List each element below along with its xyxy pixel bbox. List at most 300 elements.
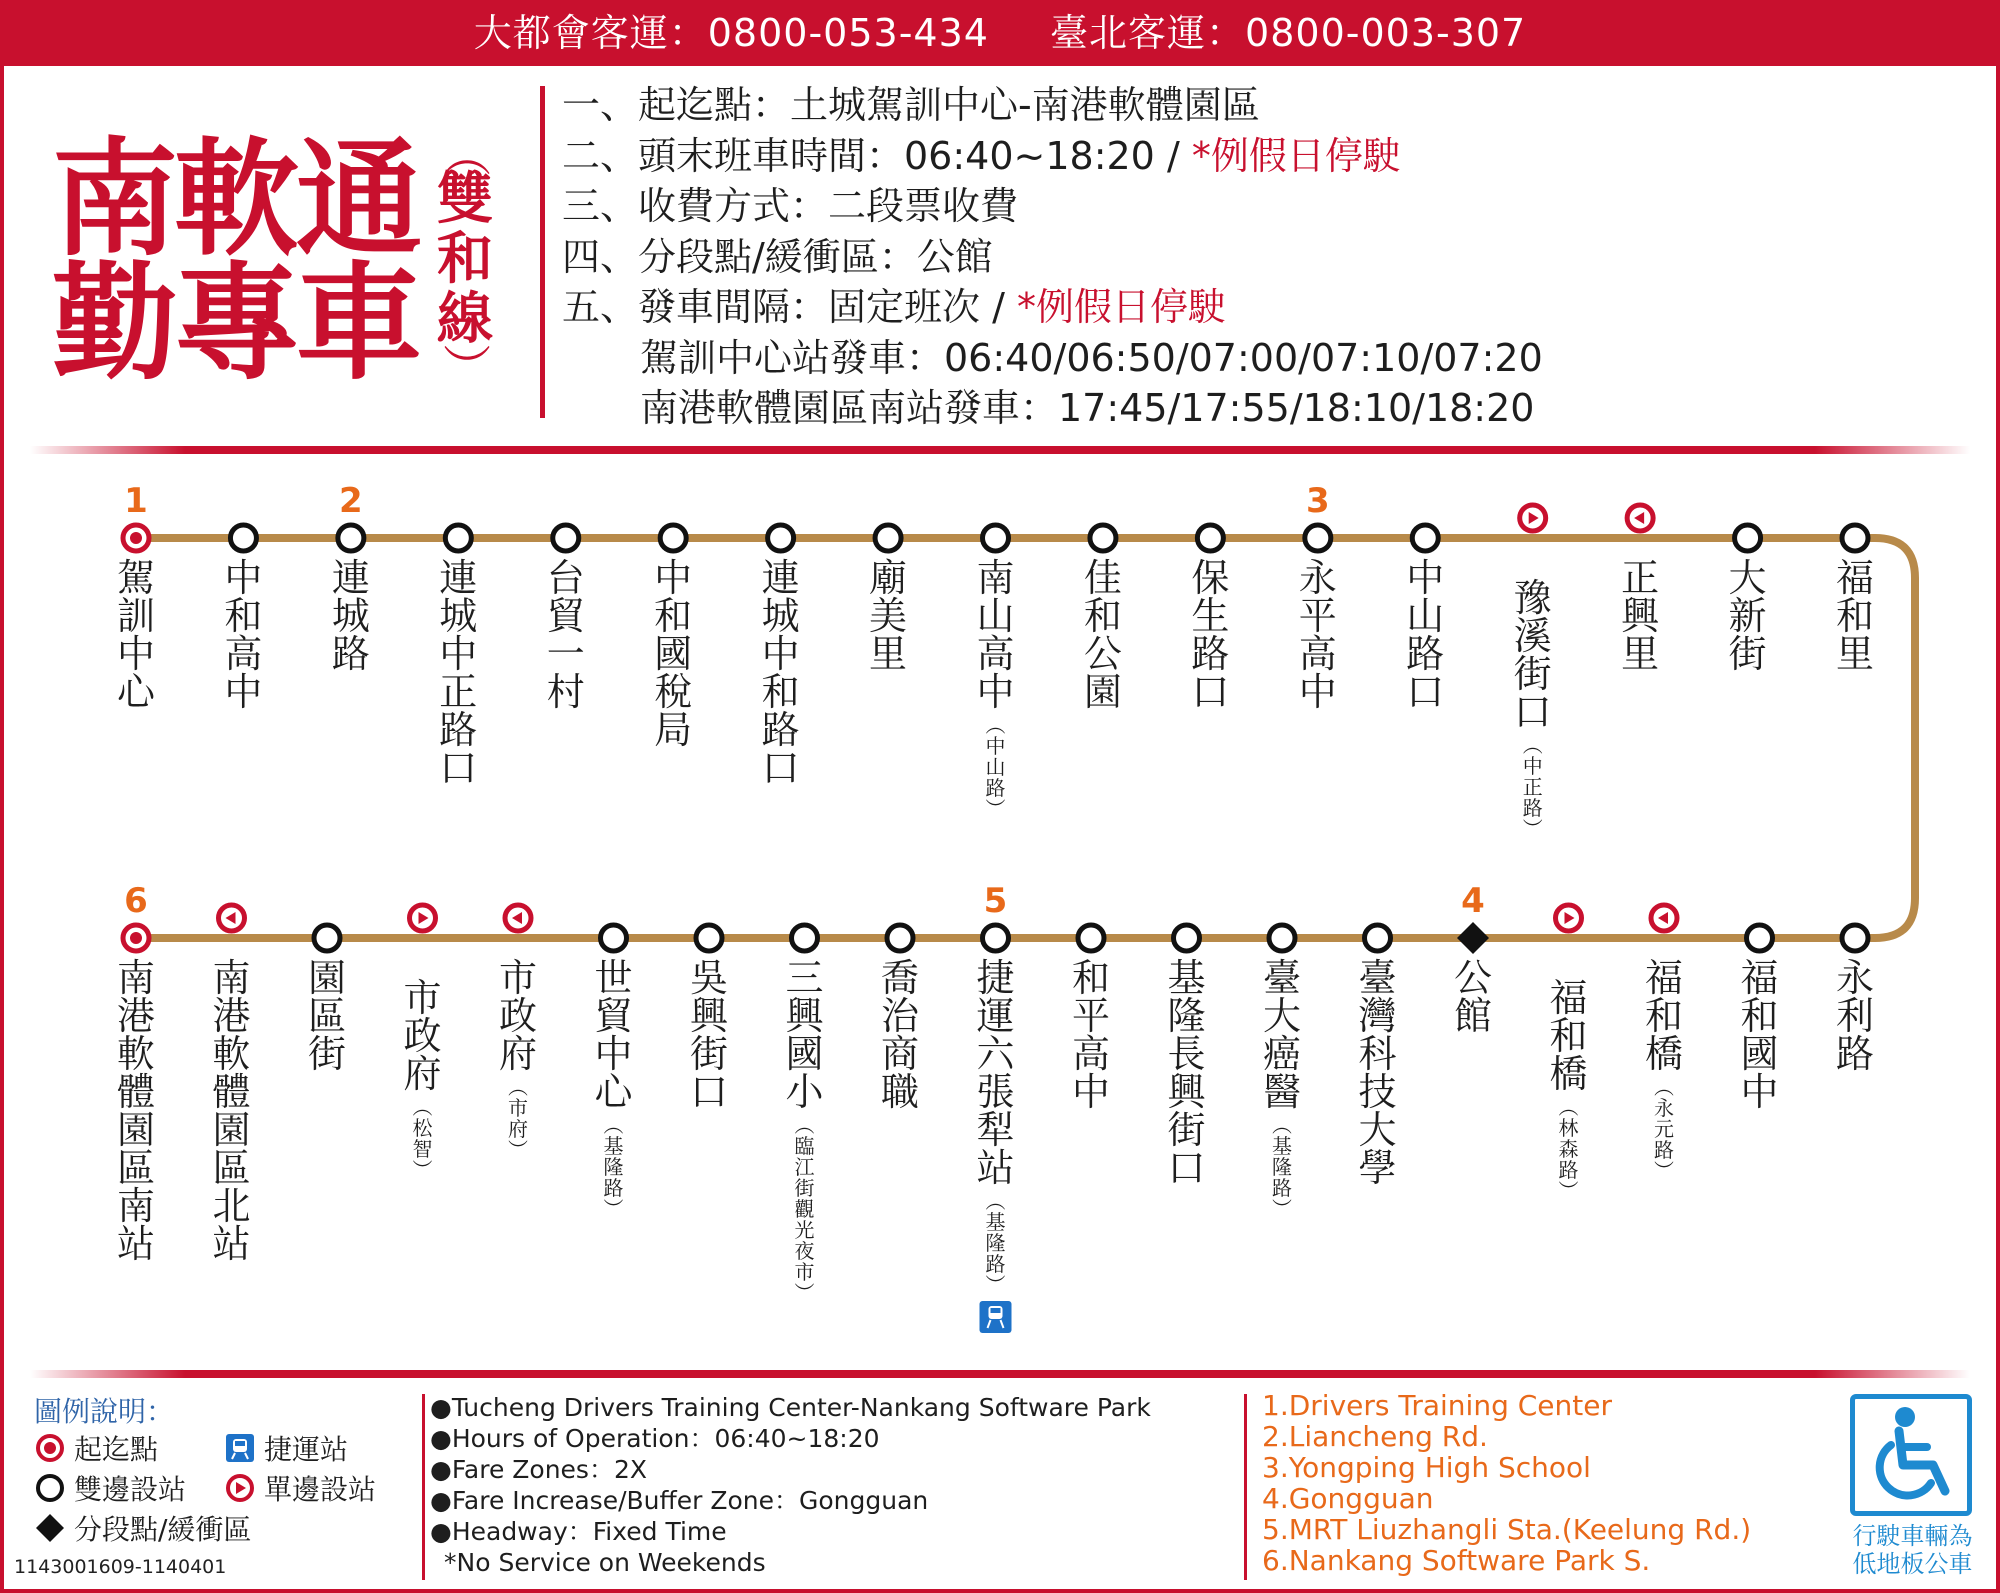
stop-name-b3-char-2: 府 (403, 1052, 442, 1097)
stop-name-b11-char-4: 街 (1167, 1108, 1206, 1153)
stop-name-t0-char-2: 中 (116, 632, 156, 677)
stop-name-b12-char-2: 癌 (1262, 1032, 1302, 1077)
legend-mrt-label: 捷運站 (264, 1433, 349, 1466)
stop-name-b17-char-0: 福 (1740, 956, 1779, 1001)
stop-name-b7-char-1: 興 (785, 994, 824, 1039)
stop-name-b8-char-3: 職 (880, 1070, 920, 1115)
route-map (0, 470, 2000, 1350)
stop-name-t14-char-2: 里 (1621, 632, 1660, 677)
stop-marker-t3-both-sides-icon (445, 525, 471, 551)
stop-name-b12-char-1: 大 (1262, 994, 1302, 1039)
stop-name-b11-char-0: 基 (1167, 956, 1206, 1001)
stop-marker-t16-both-sides-icon (1842, 525, 1868, 551)
stop-name-t13-char-2: 街 (1513, 652, 1552, 697)
stop-marker-b14-zone-diamond-icon (1457, 922, 1489, 954)
info-hours-weekend-note: *例假日停駛 (1191, 133, 1401, 178)
stop-name-t6-char-5: 口 (761, 746, 800, 791)
stop-name-b9-char-3: 張 (976, 1070, 1015, 1115)
stop-name-t9-char-1: 和 (1083, 594, 1122, 639)
stop-sub-b7-char-8: ︶ (794, 1281, 815, 1305)
stop-sub-b15-char-3: 路 (1558, 1158, 1579, 1182)
low-floor-caption-line-2: 低地板公車 (1852, 1550, 1973, 1578)
stop-name-b2-char-0: 園 (307, 956, 347, 1001)
info-endpoints: 一、起迄點：土城駕訓中心-南港軟體園區 (562, 83, 1260, 127)
stop-name-b13-char-4: 大 (1358, 1108, 1397, 1153)
stop-name-b6-char-3: 口 (689, 1070, 729, 1115)
stop-name-b3-char-0: 市 (403, 976, 442, 1021)
stop-name-t12-char-0: 中 (1406, 556, 1445, 601)
stop-marker-t8-both-sides-icon (983, 525, 1009, 551)
stop-name-b16-char-1: 和 (1644, 994, 1684, 1039)
stop-name-b1-char-4: 園 (212, 1108, 251, 1153)
info-depart-nankang: 南港軟體園區南站發車：17:45/17:55/18:10/18:20 (640, 386, 1535, 430)
stop-name-b15-char-2: 橋 (1549, 1052, 1588, 1097)
stop-marker-b6-both-sides-icon (696, 925, 722, 951)
stop-sub-t8-char-4: ︶ (985, 797, 1006, 821)
stop-sub-b4-char-3: ︶ (508, 1138, 528, 1162)
stop-name-t3-char-1: 城 (439, 594, 478, 639)
stop-sub-b16-char-3: 路 (1654, 1138, 1674, 1162)
stop-name-t5-char-4: 局 (654, 708, 693, 753)
legend-zone (34, 1508, 251, 1548)
legend-mrt (224, 1428, 348, 1468)
route-title (52, 126, 418, 397)
stop-name-t2-char-2: 路 (331, 632, 370, 677)
stop-name-t10-char-2: 路 (1191, 632, 1230, 677)
stop-sub-b7-char-4: 觀 (794, 1197, 815, 1221)
stop-name-t5-char-0: 中 (654, 556, 693, 601)
route-info (562, 80, 1543, 434)
stop-name-b7-char-2: 國 (785, 1032, 824, 1077)
single-side-stop-icon (224, 1472, 256, 1504)
stop-sub-b16-char-2: 元 (1654, 1117, 1674, 1141)
stop-marker-t9-both-sides-icon (1090, 525, 1116, 551)
stop-name-b10-char-0: 和 (1071, 956, 1111, 1001)
stop-name-t11-char-0: 永 (1298, 556, 1337, 601)
stop-marker-t7-both-sides-icon (875, 525, 901, 551)
stop-name-b11-char-2: 長 (1167, 1032, 1206, 1077)
stop-name-t9-char-0: 佳 (1083, 556, 1122, 601)
legend-single-label: 單邊設站 (264, 1473, 377, 1506)
stop-marker-t10-both-sides-icon (1197, 525, 1223, 551)
stop-name-t3-char-3: 正 (439, 670, 478, 715)
stop-name-t5-char-2: 國 (654, 632, 693, 677)
route-title-line-2: 勤專車 (52, 250, 418, 397)
stop-sub-b16-char-0: ︵ (1654, 1075, 1674, 1099)
stop-name-b5-char-3: 心 (594, 1070, 633, 1115)
stop-sub-t8-char-2: 山 (985, 755, 1006, 779)
stop-name-t8-char-2: 高 (976, 632, 1015, 677)
stop-name-t16-char-1: 和 (1835, 594, 1875, 639)
stop-name-b0-char-6: 南 (116, 1184, 156, 1229)
stop-name-t14-char-1: 興 (1621, 594, 1660, 639)
stop-name-t6-char-0: 連 (761, 556, 800, 601)
stop-name-b9-char-2: 六 (976, 1032, 1015, 1077)
stop-name-t0-char-1: 訓 (116, 594, 156, 639)
stop-sub-b5-char-1: 基 (603, 1134, 624, 1158)
stop-sub-t13-char-3: 路 (1522, 796, 1543, 820)
stop-sub-b12-char-1: 基 (1272, 1134, 1292, 1158)
stop-marker-b18-both-sides-icon (1842, 925, 1868, 951)
english-buffer-zone: ●Fare Increase/Buffer Zone：Gongguan (430, 1486, 929, 1515)
stop-sub-b3-char-3: ︶ (412, 1158, 433, 1182)
stop-name-t1-char-0: 中 (224, 556, 263, 601)
stop-name-b0-char-0: 南 (116, 956, 156, 1001)
stop-sub-t8-char-0: ︵ (985, 713, 1006, 737)
info-hours-text: 二、頭末班車時間：06:40~18:20 / (562, 133, 1192, 178)
stop-name-t0-char-0: 駕 (116, 556, 156, 601)
terminal-stop-icon (34, 1432, 66, 1464)
stop-sub-t13-char-1: 中 (1522, 754, 1543, 778)
stop-name-b6-char-2: 街 (689, 1032, 729, 1077)
route-title-line-1: 南軟通 (52, 126, 418, 273)
stop-name-b13-char-1: 灣 (1358, 994, 1397, 1039)
stop-name-b1-char-1: 港 (212, 994, 251, 1039)
top-divider (30, 446, 1970, 454)
legend-divider-1 (422, 1394, 425, 1580)
stop-name-t12-char-3: 口 (1406, 670, 1445, 715)
stop-name-t10-char-3: 口 (1191, 670, 1230, 715)
stop-name-t8-char-0: 南 (976, 556, 1015, 601)
info-depart-training-center: 駕訓中心站發車：06:40/06:50/07:00/07:10/07:20 (640, 335, 1543, 380)
low-floor-caption-line-1: 行駛車輛為 (1852, 1522, 1973, 1550)
stop-sub-b7-char-6: 夜 (794, 1239, 815, 1263)
stop-name-b7-char-3: 小 (785, 1070, 824, 1115)
stop-name-t4-char-2: 一 (546, 632, 585, 677)
stop-sub-b7-char-5: 光 (794, 1218, 815, 1242)
stop-name-b10-char-3: 中 (1071, 1070, 1111, 1115)
route-subtitle (430, 128, 500, 391)
stop-name-t15-char-2: 街 (1728, 632, 1767, 677)
stop-sub-b15-char-2: 森 (1558, 1137, 1579, 1161)
stop-marker-b11-both-sides-icon (1174, 925, 1200, 951)
stop-sub-b9-char-0: ︵ (985, 1189, 1006, 1213)
stop-name-t9-char-2: 公 (1083, 632, 1122, 677)
key-stop-3: 3.Yongping High School (1262, 1451, 1591, 1484)
stop-name-b12-char-3: 醫 (1262, 1070, 1302, 1115)
stop-sub-b9-char-4: ︶ (985, 1273, 1006, 1297)
stop-name-b17-char-2: 國 (1740, 1032, 1779, 1077)
stop-name-t16-char-0: 福 (1835, 556, 1875, 601)
stop-sub-b5-char-2: 隆 (603, 1155, 624, 1179)
stop-number-4: 4 (1461, 881, 1485, 921)
stop-name-t2-char-1: 城 (331, 594, 370, 639)
english-weekend-note: *No Service on Weekends (444, 1548, 766, 1577)
stop-sub-b16-char-1: 永 (1654, 1096, 1674, 1120)
english-endpoints: ●Tucheng Drivers Training Center-Nankang Software Park (430, 1393, 1151, 1422)
stop-marker-b2-both-sides-icon (314, 925, 340, 951)
stop-name-b11-char-3: 興 (1167, 1070, 1206, 1115)
zone-diamond-icon (34, 1512, 66, 1544)
legend-zone-label: 分段點/緩衝區 (74, 1513, 252, 1546)
stop-name-b14-char-0: 公 (1453, 956, 1493, 1001)
stop-name-b6-char-1: 興 (689, 994, 729, 1039)
english-fare: ●Fare Zones：2X (430, 1455, 647, 1484)
stop-name-b12-char-0: 臺 (1262, 956, 1302, 1001)
stop-sub-b4-char-0: ︵ (508, 1075, 528, 1099)
stop-sub-b12-char-3: 路 (1272, 1176, 1292, 1200)
stop-sub-t13-char-0: ︵ (1522, 733, 1543, 757)
stop-sub-b3-char-2: 智 (412, 1137, 433, 1161)
stop-number-5: 5 (983, 881, 1008, 921)
stop-marker-b17-both-sides-icon (1747, 925, 1773, 951)
stop-name-b11-char-5: 口 (1167, 1146, 1206, 1191)
stop-name-t3-char-4: 路 (439, 708, 478, 753)
stop-name-b1-char-5: 區 (212, 1146, 251, 1191)
stop-name-b13-char-3: 技 (1358, 1070, 1397, 1115)
stop-marker-t6-both-sides-icon (768, 525, 794, 551)
stop-marker-t15-both-sides-icon (1735, 525, 1761, 551)
stop-name-b16-char-2: 橋 (1644, 1032, 1684, 1077)
stop-sub-t8-char-1: 中 (985, 734, 1006, 758)
bottom-divider (30, 1370, 1970, 1378)
key-stop-list (1262, 1390, 1751, 1576)
stop-name-b8-char-1: 治 (880, 994, 920, 1039)
stop-name-t15-char-1: 新 (1728, 594, 1767, 639)
stop-name-t12-char-2: 路 (1406, 632, 1445, 677)
stop-sub-b7-char-2: 江 (794, 1155, 815, 1179)
stop-sub-b12-char-0: ︵ (1272, 1113, 1292, 1137)
stop-name-b2-char-2: 街 (307, 1032, 347, 1077)
legend-terminal-label: 起迄點 (74, 1433, 159, 1466)
stop-name-b1-char-6: 北 (212, 1184, 251, 1229)
stop-name-b13-char-5: 學 (1358, 1146, 1397, 1191)
english-hours: ●Hours of Operation：06:40~18:20 (430, 1424, 880, 1453)
stop-name-t8-char-3: 中 (976, 670, 1015, 715)
stop-number-1: 1 (124, 481, 148, 521)
stop-marker-t12-both-sides-icon (1412, 525, 1438, 551)
stop-sub-b5-char-3: 路 (603, 1176, 624, 1200)
stop-name-b13-char-0: 臺 (1358, 956, 1397, 1001)
key-stop-2: 2.Liancheng Rd. (1262, 1420, 1488, 1453)
stop-sub-b4-char-2: 府 (508, 1117, 528, 1141)
mrt-train-icon (224, 1432, 256, 1464)
hotline-bar (0, 0, 2000, 66)
stop-name-t11-char-2: 高 (1298, 632, 1337, 677)
stop-name-t5-char-1: 和 (654, 594, 693, 639)
stop-name-b6-char-0: 吳 (689, 956, 729, 1001)
stop-name-b4-char-1: 政 (498, 994, 538, 1039)
stop-name-t7-char-2: 里 (869, 632, 908, 677)
stop-name-t15-char-0: 大 (1728, 556, 1767, 601)
stop-name-t3-char-0: 連 (439, 556, 478, 601)
subtitle-open-paren: （ (437, 128, 493, 177)
english-info (430, 1392, 1151, 1578)
stop-name-t13-char-0: 豫 (1513, 576, 1552, 621)
stop-name-b18-char-2: 路 (1835, 1032, 1875, 1077)
stop-name-t1-char-3: 中 (224, 670, 263, 715)
stop-name-b15-char-0: 福 (1549, 976, 1588, 1021)
stop-name-b18-char-0: 永 (1835, 956, 1875, 1001)
stop-name-t0-char-3: 心 (116, 670, 156, 715)
stop-name-b5-char-1: 貿 (594, 994, 633, 1039)
legend-title: 圖例說明： (34, 1395, 175, 1428)
stop-sub-b5-char-0: ︵ (603, 1113, 624, 1137)
stop-name-t6-char-1: 城 (761, 594, 800, 639)
stop-name-b0-char-2: 軟 (116, 1032, 156, 1077)
stop-name-t3-char-2: 中 (439, 632, 478, 677)
stop-marker-b13-both-sides-icon (1365, 925, 1391, 951)
info-headway-weekend-note: *例假日停駛 (1016, 285, 1226, 329)
stop-sub-b3-char-0: ︵ (412, 1095, 433, 1119)
stop-sub-b12-char-2: 隆 (1272, 1155, 1292, 1179)
stop-name-b0-char-5: 區 (116, 1146, 156, 1191)
info-headway-text: 五、發車間隔：固定班次 / (562, 285, 1017, 329)
subtitle-close-paren: ） (437, 342, 493, 391)
legend-divider-2 (1244, 1394, 1247, 1580)
stop-name-b9-char-5: 站 (976, 1146, 1015, 1191)
stop-sub-b15-char-0: ︵ (1558, 1095, 1579, 1119)
legend-both-sides (34, 1468, 186, 1508)
hotline-taipei-bus: 大都會客運：0800-053-434 (473, 11, 989, 55)
stop-sub-b9-char-2: 隆 (985, 1231, 1006, 1255)
stop-name-b4-char-2: 府 (498, 1032, 538, 1077)
stop-sub-b3-char-1: 松 (412, 1116, 433, 1140)
stop-sub-b15-char-4: ︶ (1558, 1179, 1579, 1203)
stop-marker-t0-terminal-dot (130, 532, 142, 544)
mrt-train-icon-window (991, 1308, 1001, 1313)
stop-name-t13-char-3: 口 (1513, 690, 1552, 735)
stop-name-b14-char-1: 館 (1453, 994, 1493, 1039)
key-stop-6: 6.Nankang Software Park S. (1262, 1544, 1651, 1577)
stop-name-b1-char-2: 軟 (212, 1032, 251, 1077)
stop-name-t8-char-1: 山 (976, 594, 1015, 639)
stop-name-b1-char-3: 體 (212, 1070, 251, 1115)
stop-name-t1-char-1: 和 (224, 594, 263, 639)
stop-name-t10-char-0: 保 (1191, 556, 1230, 601)
stop-marker-t1-both-sides-icon (230, 525, 256, 551)
stop-name-b0-char-7: 站 (116, 1222, 156, 1267)
stop-marker-t4-both-sides-icon (553, 525, 579, 551)
hotline-taipei-passenger: 臺北客運：0800-003-307 (1050, 11, 1527, 55)
stop-name-b17-char-1: 和 (1740, 994, 1779, 1039)
key-stop-4: 4.Gongguan (1262, 1482, 1434, 1515)
english-headway: ●Headway：Fixed Time (430, 1517, 727, 1546)
stop-name-t10-char-1: 生 (1191, 594, 1230, 639)
stop-name-b10-char-2: 高 (1071, 1032, 1111, 1077)
legend-both-label: 雙邊設站 (74, 1473, 187, 1506)
stop-sub-b9-char-3: 路 (985, 1252, 1006, 1276)
stop-sub-t13-char-4: ︶ (1522, 817, 1543, 841)
stop-name-b4-char-0: 市 (498, 956, 538, 1001)
stop-name-b11-char-1: 隆 (1167, 994, 1206, 1039)
subtitle-text: 雙和線 (437, 167, 493, 352)
stop-sub-b4-char-1: 市 (508, 1096, 528, 1120)
both-sides-stop-icon (34, 1472, 66, 1504)
stop-marker-b12-both-sides-icon (1269, 925, 1295, 951)
stop-name-b2-char-1: 區 (307, 994, 347, 1039)
info-fare: 三、收費方式：二段票收費 (562, 184, 1019, 228)
stop-name-b0-char-3: 體 (116, 1070, 156, 1115)
legend-single-side (224, 1468, 376, 1508)
stop-sub-b7-char-0: ︵ (794, 1113, 815, 1137)
wheelchair-icon (1850, 1394, 1972, 1516)
stop-sub-b7-char-1: 臨 (794, 1134, 815, 1158)
stop-name-t2-char-0: 連 (331, 556, 370, 601)
poster-code: 1143001609-1140401 (14, 1556, 227, 1578)
stop-sub-b16-char-4: ︶ (1654, 1159, 1674, 1183)
stop-name-b7-char-0: 三 (785, 956, 824, 1001)
stop-sub-t13-char-2: 正 (1522, 775, 1543, 799)
stop-sub-b5-char-4: ︶ (603, 1197, 624, 1221)
stop-name-b3-char-1: 政 (403, 1014, 442, 1059)
stop-name-b17-char-3: 中 (1740, 1070, 1779, 1115)
stop-marker-b10-both-sides-icon (1078, 925, 1104, 951)
stop-name-t6-char-2: 中 (761, 632, 800, 677)
stop-name-t4-char-1: 貿 (546, 594, 585, 639)
stop-name-b9-char-4: 犁 (976, 1108, 1015, 1153)
info-divider (540, 86, 545, 418)
legend-terminal (34, 1428, 158, 1468)
stop-name-t7-char-0: 廟 (869, 556, 908, 601)
stop-marker-b0-terminal-dot (130, 932, 142, 944)
stop-marker-t11-both-sides-icon (1305, 525, 1331, 551)
stop-name-b5-char-2: 中 (594, 1032, 633, 1077)
stop-name-t14-char-0: 正 (1621, 556, 1660, 601)
stop-name-b1-char-7: 站 (212, 1222, 251, 1267)
stop-name-t16-char-2: 里 (1835, 632, 1875, 677)
stop-sub-t8-char-3: 路 (985, 776, 1006, 800)
stop-name-b8-char-0: 喬 (880, 956, 920, 1001)
stop-name-b1-char-0: 南 (212, 956, 251, 1001)
stop-name-b0-char-1: 港 (116, 994, 156, 1039)
key-stop-1: 1.Drivers Training Center (1262, 1389, 1612, 1422)
stop-name-b5-char-0: 世 (594, 956, 633, 1001)
stop-marker-b7-both-sides-icon (792, 925, 818, 951)
stop-sub-b7-char-3: 街 (794, 1176, 815, 1200)
stop-name-b16-char-0: 福 (1644, 956, 1684, 1001)
stop-name-t9-char-3: 園 (1083, 670, 1122, 715)
stop-name-t11-char-1: 平 (1298, 594, 1337, 639)
stop-marker-b9-both-sides-icon (983, 925, 1009, 951)
stop-name-b9-char-1: 運 (976, 994, 1015, 1039)
stop-name-b0-char-4: 園 (116, 1108, 156, 1153)
stop-name-b13-char-2: 科 (1358, 1032, 1397, 1077)
stop-name-t11-char-3: 中 (1298, 670, 1337, 715)
low-floor-caption (1840, 1522, 1985, 1578)
stop-name-b9-char-0: 捷 (976, 956, 1015, 1001)
stop-marker-b8-both-sides-icon (887, 925, 913, 951)
stop-name-t13-char-1: 溪 (1513, 614, 1552, 659)
key-stop-5: 5.MRT Liuzhangli Sta.(Keelung Rd.) (1262, 1513, 1752, 1546)
info-hours (562, 131, 1543, 182)
info-zone: 四、分段點/緩衝區：公館 (562, 234, 993, 279)
stop-name-t6-char-3: 和 (761, 670, 800, 715)
stop-name-t3-char-5: 口 (439, 746, 478, 791)
stop-name-t4-char-3: 村 (546, 670, 585, 715)
stop-name-t4-char-0: 台 (546, 556, 585, 601)
stop-name-t1-char-2: 高 (224, 632, 263, 677)
stop-name-t6-char-4: 路 (761, 708, 800, 753)
stop-sub-b12-char-4: ︶ (1272, 1197, 1292, 1221)
stop-marker-t5-both-sides-icon (660, 525, 686, 551)
stop-number-6: 6 (124, 881, 148, 921)
stop-marker-t2-both-sides-icon (338, 525, 364, 551)
stop-name-t5-char-3: 稅 (654, 670, 693, 715)
stop-name-b10-char-1: 平 (1071, 994, 1111, 1039)
stop-number-2: 2 (339, 481, 363, 521)
stop-number-3: 3 (1305, 481, 1330, 521)
stop-name-b18-char-1: 利 (1835, 994, 1875, 1039)
stop-name-b15-char-1: 和 (1549, 1014, 1588, 1059)
stop-name-b8-char-2: 商 (880, 1032, 920, 1077)
stop-sub-b15-char-1: 林 (1558, 1116, 1579, 1140)
stop-marker-b5-both-sides-icon (601, 925, 627, 951)
stop-name-t12-char-1: 山 (1406, 594, 1445, 639)
stop-sub-b9-char-1: 基 (985, 1210, 1006, 1234)
stop-name-t7-char-1: 美 (869, 594, 908, 639)
stop-sub-b7-char-7: 市 (794, 1260, 815, 1284)
